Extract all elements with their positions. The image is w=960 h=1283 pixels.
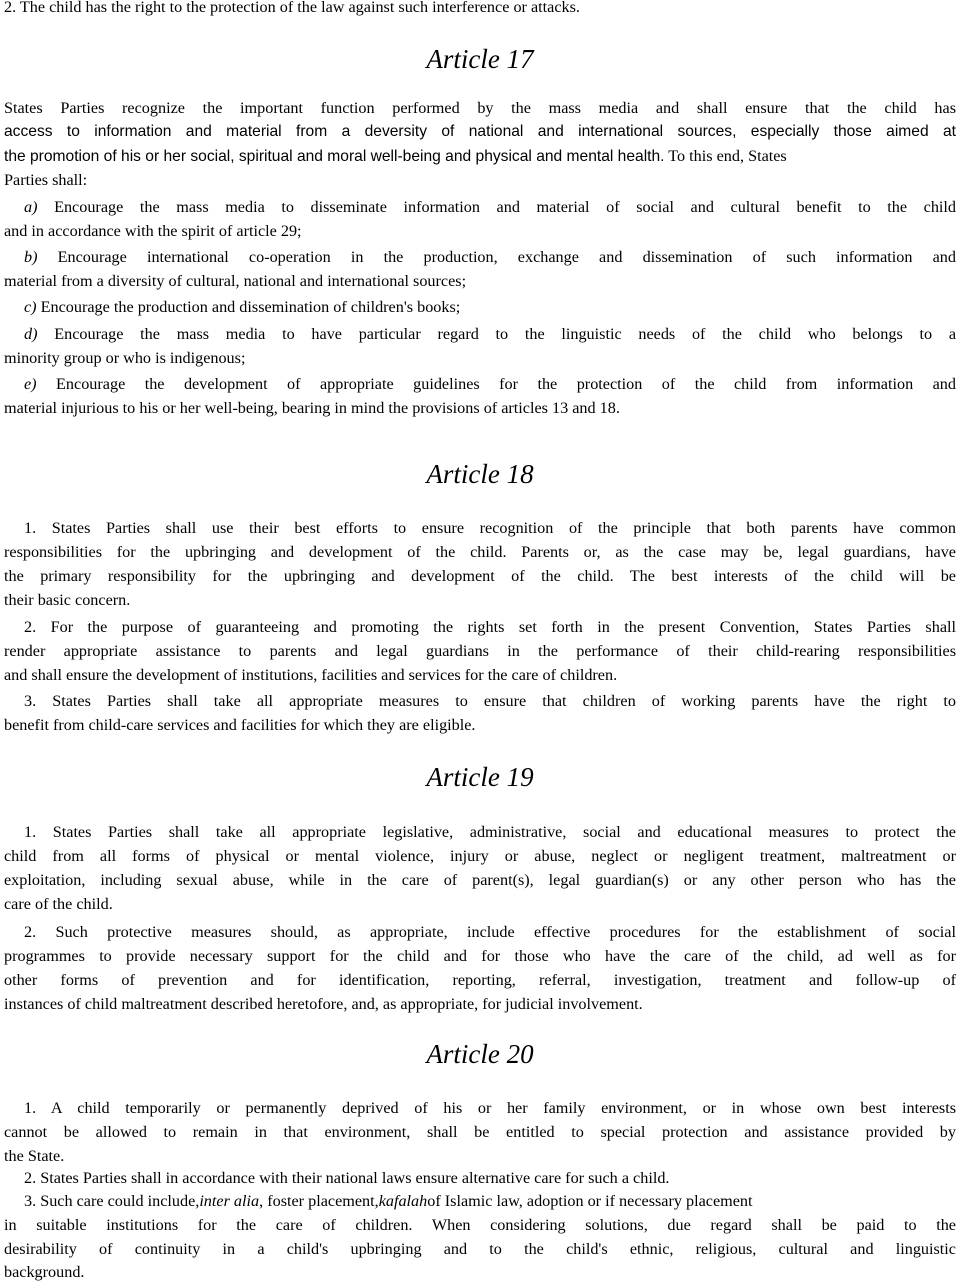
article18-p1-line-4: their basic concern. (4, 591, 131, 609)
article17-line-3-sans: the promotion of his or her social, spiritual and moral well-being and physical and mental health. (4, 148, 665, 165)
item-c-marker: c) (24, 298, 37, 316)
article17-line-3 (4, 146, 956, 167)
item-d-text-1: Encourage the mass media to have particular regard to the linguistic needs of the child who belongs to a (54, 325, 957, 343)
article18-p2-line-2: render appropriate assistance to parents and legal guardians in the performance of their child-rearing responsibilities (4, 642, 956, 660)
article19-p2-line-1: 2. Such protective measures should, as appropriate, include effective procedures for the establishment of social (24, 923, 956, 941)
article17-item-b-line-1 (24, 247, 956, 267)
article20-p2-line-1: 2. States Parties shall in accordance with their national laws ensure alternative care for such a child. (24, 1169, 670, 1187)
article17-item-d-line-2: minority group or who is indigenous; (4, 349, 246, 367)
article17-item-e-line-1 (24, 374, 956, 394)
article20-p3-line-3: desirability of continuity in a child's upbringing and to the child's ethnic, religious, cultural and linguistic (4, 1240, 956, 1258)
article20-p3-text-a: 3. Such care could include, (24, 1192, 200, 1210)
article20-p3-line-4: background. (4, 1263, 85, 1281)
item-a-marker: a) (24, 198, 38, 216)
article20-p3-text-c: , foster placement, (259, 1192, 379, 1210)
article19-p2-line-4: instances of child maltreatment described heretofore, and, as appropriate, for judicial involvement. (4, 995, 643, 1013)
heading-article-17: Article 17 (426, 44, 534, 74)
item-a-text-1: Encourage the mass media to disseminate information and material of social and cultural benefit to the child (54, 198, 957, 216)
heading-article-20: Article 20 (426, 1039, 534, 1069)
article20-p3-line-1 (24, 1191, 956, 1211)
article17-item-e-line-2: material injurious to his or her well-being, bearing in mind the provisions of articles 13 and 18. (4, 399, 620, 417)
article18-p2-line-1: 2. For the purpose of guaranteeing and promoting the rights set forth in the present Convention, States Parties shall (24, 618, 956, 636)
article17-line-4: Parties shall: (4, 171, 88, 189)
article18-p3-line-1: 3. States Parties shall take all appropriate measures to ensure that children of working parents have the right to (24, 692, 956, 710)
article17-line-1: States Parties recognize the important function performed by the mass media and shall ensure that the child has (4, 99, 956, 117)
article19-p1-line-2: child from all forms of physical or mental violence, injury or abuse, neglect or negligent treatment, maltreatment or (4, 847, 956, 865)
article20-p1-line-3: the State. (4, 1147, 65, 1165)
article17-item-c-line-1 (24, 297, 956, 317)
article19-p1-line-4: care of the child. (4, 895, 113, 913)
item-e-marker: e) (24, 375, 37, 393)
article19-p2-line-3: other forms of prevention and for identification, reporting, referral, investigation, treatment and follow-up of (4, 971, 956, 989)
article19-p1-line-1: 1. States Parties shall take all appropriate legislative, administrative, social and educational measures to protect the (24, 823, 956, 841)
article20-p3-line-2: in suitable institutions for the care of children. When considering solutions, due regard shall be paid to the (4, 1216, 956, 1234)
item-e-text-1: Encourage the development of appropriate guidelines for the protection of the child from information and (56, 375, 956, 393)
article18-p2-line-3: and shall ensure the development of institutions, facilities and services for the care of children. (4, 666, 618, 684)
term-kafalah: kafalah (378, 1192, 428, 1210)
article17-item-b-line-2: material from a diversity of cultural, national and international sources; (4, 272, 467, 290)
heading-article-19: Article 19 (426, 762, 534, 792)
article20-p1-line-1: 1. A child temporarily or permanently deprived of his or her family environment, or in whose own best interests (24, 1099, 956, 1117)
article17-line-3-tail: To this end, States (668, 147, 787, 165)
article18-p1-line-3: the primary responsibility for the upbringing and development of the child. The best interests of the child will be (4, 567, 956, 585)
para-article16-2: 2. The child has the right to the protection of the law against such interference or attacks. (4, 0, 580, 16)
term-inter-alia: inter alia (199, 1192, 260, 1210)
article17-item-a-line-2: and in accordance with the spirit of article 29; (4, 222, 302, 240)
article17-item-d-line-1 (24, 324, 956, 344)
item-b-marker: b) (24, 248, 38, 266)
item-b-text-1: Encourage international co-operation in the production, exchange and dissemination of such information and (57, 248, 956, 266)
item-d-marker: d) (24, 325, 38, 343)
article17-item-a-line-1 (24, 197, 956, 217)
article17-line-2: access to information and material from a deversity of national and international sources, especially those aimed at (4, 123, 956, 140)
article18-p3-line-2: benefit from child-care services and facilities for which they are eligible. (4, 716, 476, 734)
article18-p1-line-2: responsibilities for the upbringing and development of the child. Parents or, as the case may be, legal guardians, have (4, 543, 956, 561)
heading-article-18: Article 18 (426, 459, 534, 489)
article20-p1-line-2: cannot be allowed to remain in that environment, shall be entitled to special protection and assistance provided by (4, 1123, 956, 1141)
article18-p1-line-1: 1. States Parties shall use their best efforts to ensure recognition of the principle that both parents have common (24, 519, 956, 537)
article20-p3-text-e: of Islamic law, adoption or if necessary placement (427, 1192, 753, 1210)
article19-p2-line-2: programmes to provide necessary support for the child and for those who have the care of the child, ad well as for (4, 947, 956, 965)
item-c-text-1: Encourage the production and dissemination of children's books; (40, 298, 461, 316)
article19-p1-line-3: exploitation, including sexual abuse, while in the care of parent(s), legal guardian(s) or any other person who has the (4, 871, 956, 889)
